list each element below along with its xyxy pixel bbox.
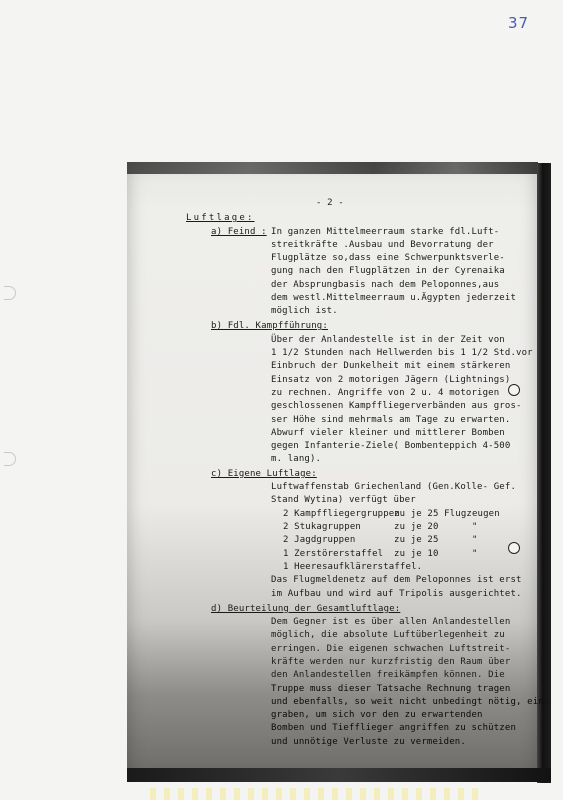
scan-right-shadow [537,163,551,783]
feind-label: a) Feind : [211,227,267,237]
force-unit: 2 Jagdgruppen [283,535,356,545]
kampf-label: b) Fdl. Kampfführung: [211,321,328,331]
text-line: Dem Gegner ist es über allen Anlandestellen [271,617,511,627]
text-line: zu rechnen. Angriffe von 2 u. 4 motorigen [271,388,500,398]
text-line: und unnötige Verluste zu vermeiden. [271,737,466,747]
force-size: zu je 10 " [394,549,478,559]
text-line: Bomben und Tiefflieger angriffen zu schützen [271,723,517,733]
text-line: ser Höhe sind mehrmals am Tage zu erwarten. [271,415,511,425]
force-size: zu je 25 Flugzeugen [394,509,500,519]
beurteilung-label: d) Beurteilung der Gesamtluftlage: [211,604,401,614]
scan-edge-mark [4,286,16,300]
text-line: und ebenfalls, so weit nicht unbedingt nötig, ein- [271,697,550,707]
folio-number: 37 [508,14,530,32]
text-line: erringen. Die eigenen schwachen Luftstreit- [271,644,511,654]
scan-edge-artifact [150,788,480,800]
force-unit: 1 Zerstörerstaffel [283,549,384,559]
text-line: der Absprungbasis nach dem Peloponnes,aus [271,280,500,290]
force-size: zu je 20 " [394,522,478,532]
text-line: möglich, die absolute Luftüberlegenheit zu [271,630,505,640]
text-line: Abwurf vieler kleiner und mittlerer Bomben [271,428,505,438]
force-unit: 1 Heeresaufklärerstaffel. [283,562,423,572]
text-line: m. lang). [271,454,322,464]
text-line: Über der Anlandestelle ist in der Zeit von [271,335,505,345]
text-line: streitkräfte .Ausbau und Bevorratung der [271,240,494,250]
section-heading: Luftlage: [186,213,255,223]
force-size: zu je 25 " [394,535,478,545]
text-line: 1 1/2 Stunden nach Hellwerden bis 1 1/2 Std.vor [271,348,533,358]
text-line: Luftwaffenstab Griechenland (Gen.Kolle- Gef. [271,482,517,492]
text-line: kräfte werden nur kurzfristig den Raum über [271,657,511,667]
force-unit: 2 Kampffliegergruppen [283,509,400,519]
text-line: Flugplätze so,dass eine Schwerpunktsverle- [271,253,505,263]
text-line: Einsatz von 2 motorigen Jägern (Lightnings) [271,375,511,385]
text-line: den Anlandestellen freikämpfen können. Die [271,670,505,680]
text-line: Stand Wytina) verfügt über [271,495,416,505]
page-number: - 2 - [316,198,344,208]
text-line: graben, um sich vor den zu erwartenden [271,710,483,720]
scan-bottom-shadow [127,768,551,782]
text-line: im Aufbau und wird auf Tripolis ausgerichtet. [271,589,522,599]
force-unit: 2 Stukagruppen [283,522,361,532]
text-line: Einbruch der Dunkelheit mit einem stärkeren [271,361,511,371]
text-line: dem westl.Mittelmeerraum u.Ägypten jederzeit [271,293,517,303]
text-line: Truppe muss dieser Tatsache Rechnung tragen [271,684,511,694]
text-line: möglich ist. [271,306,338,316]
text-line: In ganzen Mittelmeerraum starke fdl.Luft- [271,227,500,237]
eigene-label: c) Eigene Luftlage: [211,469,317,479]
text-line: gegen Infanterie-Ziele( Bombenteppich 4-500 [271,441,511,451]
scan-top-shadow [127,162,538,174]
punch-hole [508,542,520,554]
text-line: geschlossenen Kampffliegerverbänden aus gros- [271,401,522,411]
text-line: Das Flugmeldenetz auf dem Peloponnes ist erst [271,575,522,585]
text-line: gung nach den Flugplätzen in der Cyrenaika [271,266,505,276]
scan-edge-mark [4,452,16,466]
